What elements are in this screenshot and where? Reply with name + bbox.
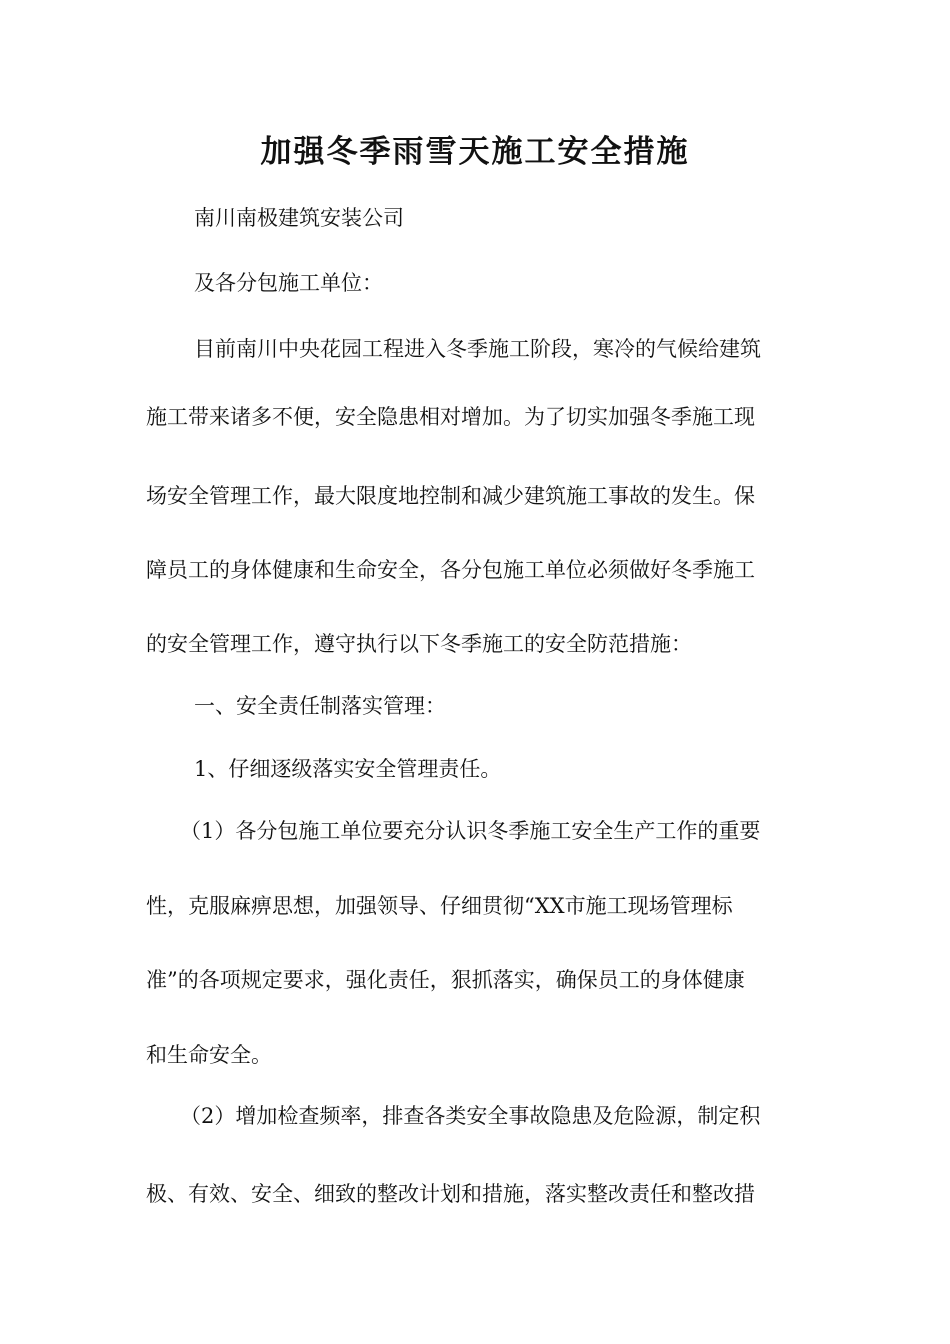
paragraph-line: （1）各分包施工单位要充分认识冬季施工安全生产工作的重要 [180, 819, 761, 843]
paragraph-line: 施工带来诸多不便，安全隐患相对增加。为了切实加强冬季施工现 [146, 405, 755, 429]
document-title: 加强冬季雨雪天施工安全措施 [260, 134, 690, 170]
paragraph-line: 场安全管理工作，最大限度地控制和减少建筑施工事故的发生。保 [146, 484, 755, 508]
paragraph-line: （2）增加检查频率，排查各类安全事故隐患及危险源，制定积 [180, 1104, 761, 1128]
paragraph-line: 性，克服麻痹思想，加强领导、仔细贯彻“XX市施工现场管理标 [146, 894, 733, 918]
section-heading: 一、安全责任制落实管理： [194, 694, 446, 718]
paragraph-line: 的安全管理工作，遵守执行以下冬季施工的安全防范措施： [146, 632, 692, 656]
paragraph-line: 准”的各项规定要求，强化责任，狠抓落实，确保员工的身体健康 [146, 968, 745, 992]
paragraph-line: 障员工的身体健康和生命安全，各分包施工单位必须做好冬季施工 [146, 558, 755, 582]
paragraph-line: 目前南川中央花园工程进入冬季施工阶段，寒冷的气候给建筑 [194, 337, 761, 361]
paragraph-line: 和生命安全。 [146, 1043, 272, 1067]
subsection-heading: 1、仔细逐级落实安全管理责任。 [194, 757, 502, 781]
addressee-line-1: 南川南极建筑安装公司 [194, 206, 404, 230]
paragraph-line: 极、有效、安全、细致的整改计划和措施，落实整改责任和整改措 [146, 1182, 755, 1206]
addressee-line-2: 及各分包施工单位： [194, 271, 383, 295]
